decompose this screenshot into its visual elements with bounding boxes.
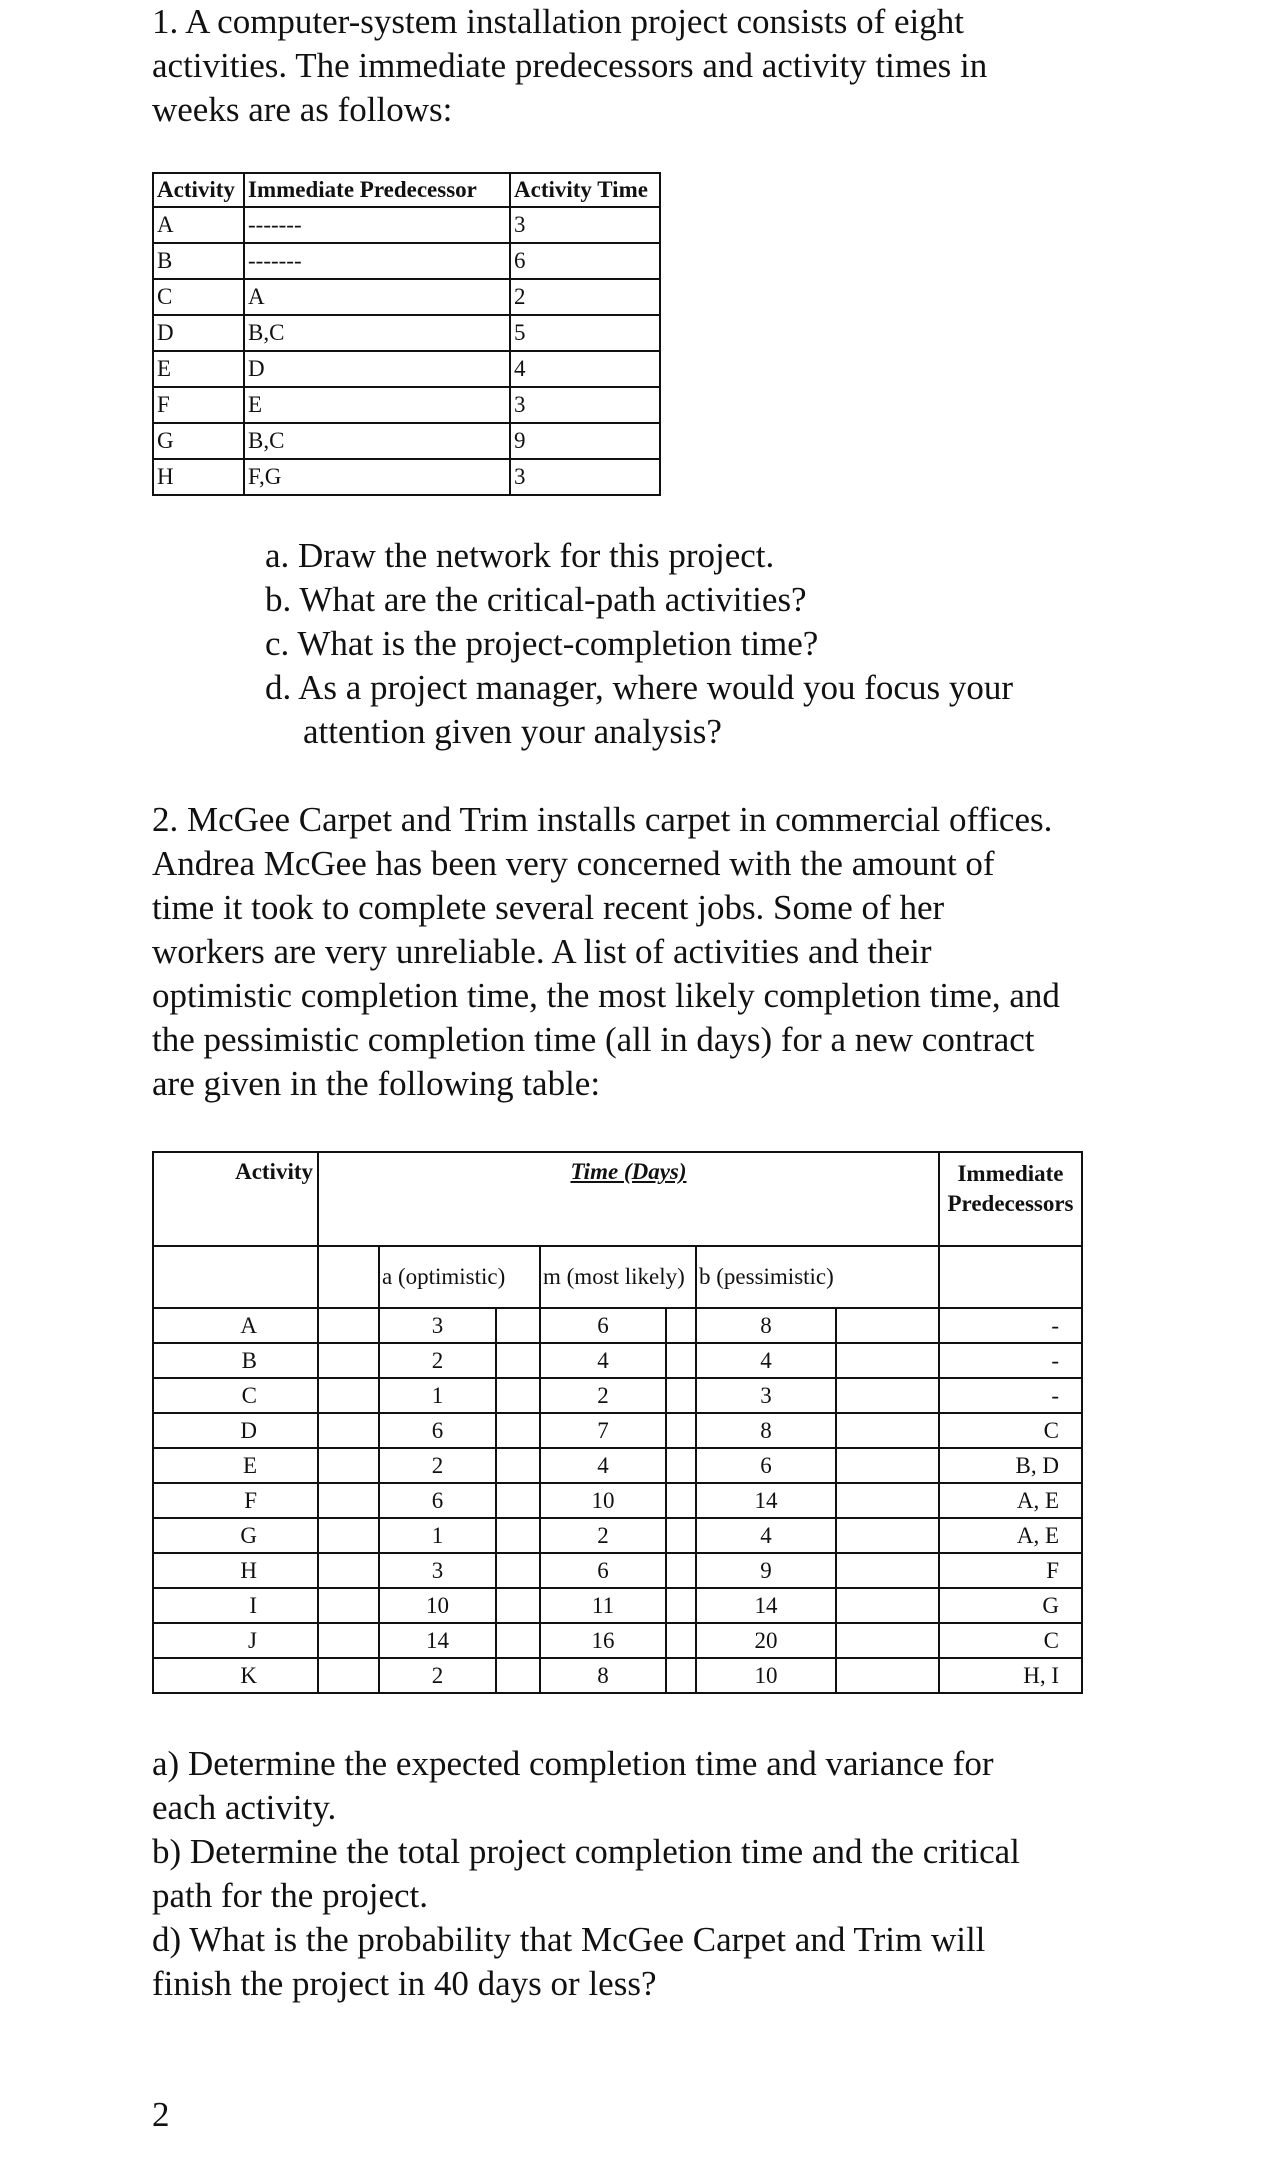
empty-cell [836, 1343, 939, 1378]
question-c: c. What is the project-completion time? [265, 624, 819, 663]
table-row [153, 1378, 1082, 1413]
empty-cell [836, 1483, 939, 1518]
empty-cell [496, 1658, 540, 1693]
empty-cell [666, 1378, 696, 1413]
cell-predecessors: B, D [939, 1448, 1082, 1483]
cell-predecessors: - [939, 1378, 1082, 1413]
empty-cell [318, 1378, 379, 1413]
cell-time: 6 [510, 243, 660, 279]
empty-cell [666, 1448, 696, 1483]
question-a: a. Draw the network for this project. [265, 536, 775, 575]
cell-most-likely: 4 [540, 1448, 666, 1483]
cell-most-likely: 11 [540, 1588, 666, 1623]
cell-predecessors: H, I [939, 1658, 1082, 1693]
empty-cell [318, 1553, 379, 1588]
cell-optimistic: 10 [379, 1588, 496, 1623]
problem2-intro-line: 2. McGee Carpet and Trim installs carpet in commercial offices. [152, 800, 1053, 839]
cell-most-likely: 8 [540, 1658, 666, 1693]
cell-predecessor: D [244, 351, 510, 387]
table-row [153, 243, 660, 279]
table-row [153, 1343, 1082, 1378]
cell-pessimistic: 8 [696, 1413, 836, 1448]
cell-predecessor: E [244, 387, 510, 423]
header-predecessors: Predecessors [947, 1191, 1074, 1216]
table-row [153, 315, 660, 351]
cell-most-likely: 7 [540, 1413, 666, 1448]
cell-predecessor: A [244, 279, 510, 315]
cell-activity: G [153, 1518, 318, 1553]
cell-pessimistic: 3 [696, 1378, 836, 1413]
cell-pessimistic: 9 [696, 1553, 836, 1588]
empty-cell [496, 1518, 540, 1553]
cell-time: 3 [510, 207, 660, 243]
cell-activity: E [153, 1448, 318, 1483]
empty-cell [496, 1308, 540, 1343]
cell-activity: J [153, 1623, 318, 1658]
empty-cell [666, 1623, 696, 1658]
question-b: b. What are the critical-path activities? [265, 580, 807, 619]
subheader-pessimistic: b (pessimistic) [696, 1246, 939, 1308]
cell-optimistic: 3 [379, 1308, 496, 1343]
cell-pessimistic: 4 [696, 1343, 836, 1378]
cell-activity: A [153, 207, 244, 243]
cell-predecessor: ------- [244, 207, 510, 243]
empty-cell [836, 1588, 939, 1623]
cell-activity: H [153, 1553, 318, 1588]
cell-most-likely: 2 [540, 1378, 666, 1413]
problem2-intro-line: optimistic completion time, the most likely completion time, and [152, 976, 1060, 1015]
problem2-intro-line: are given in the following table: [152, 1064, 601, 1103]
table-row [153, 1623, 1082, 1658]
empty-cell [496, 1588, 540, 1623]
empty-cell [496, 1483, 540, 1518]
cell-pessimistic: 14 [696, 1588, 836, 1623]
cell-activity: G [153, 423, 244, 459]
empty-cell [318, 1343, 379, 1378]
cell-predecessors: C [939, 1623, 1082, 1658]
problem1-intro [152, 0, 1152, 132]
empty-cell [836, 1413, 939, 1448]
cell-optimistic: 2 [379, 1343, 496, 1378]
table-row [153, 1588, 1082, 1623]
table-row [153, 1518, 1082, 1553]
cell-most-likely: 16 [540, 1623, 666, 1658]
cell-time: 5 [510, 315, 660, 351]
empty-cell [496, 1623, 540, 1658]
empty-cell [836, 1553, 939, 1588]
cell-pessimistic: 20 [696, 1623, 836, 1658]
cell-predecessors: G [939, 1588, 1082, 1623]
cell-activity: C [153, 279, 244, 315]
question-line: a) Determine the expected completion time and variance for [152, 1744, 994, 1783]
cell-optimistic: 14 [379, 1623, 496, 1658]
empty-cell [666, 1343, 696, 1378]
question-line: each activity. [152, 1788, 337, 1827]
table-row [153, 1658, 1082, 1693]
empty-cell [496, 1553, 540, 1588]
empty-cell [666, 1518, 696, 1553]
table-row [153, 423, 660, 459]
empty-cell [318, 1588, 379, 1623]
cell-time: 4 [510, 351, 660, 387]
header-activity-time: Activity Time [510, 173, 660, 207]
cell-optimistic: 2 [379, 1448, 496, 1483]
cell-predecessor: B,C [244, 423, 510, 459]
cell-activity: C [153, 1378, 318, 1413]
cell-pessimistic: 4 [696, 1518, 836, 1553]
cell-predecessor: F,G [244, 459, 510, 495]
table-row [153, 387, 660, 423]
table-row [153, 1448, 1082, 1483]
question-line: finish the project in 40 days or less? [152, 1964, 657, 2003]
empty-cell [836, 1448, 939, 1483]
table-row [153, 207, 660, 243]
empty-cell [318, 1623, 379, 1658]
empty-cell [318, 1413, 379, 1448]
cell-activity: I [153, 1588, 318, 1623]
table-row [153, 459, 660, 495]
problem1-intro-line: 1. A computer-system installation project consists of eight [152, 2, 964, 41]
cell-pessimistic: 10 [696, 1658, 836, 1693]
question-d-continued: attention given your analysis? [303, 712, 722, 751]
table-row [153, 279, 660, 315]
table-row [153, 1553, 1082, 1588]
cell-activity: F [153, 1483, 318, 1518]
cell-time: 2 [510, 279, 660, 315]
empty-cell [836, 1518, 939, 1553]
cell-pessimistic: 14 [696, 1483, 836, 1518]
cell-predecessors: - [939, 1343, 1082, 1378]
cell-activity: D [153, 315, 244, 351]
empty-cell [318, 1518, 379, 1553]
table-row [153, 1308, 1082, 1343]
cell-activity: D [153, 1413, 318, 1448]
cell-activity: K [153, 1658, 318, 1693]
cell-most-likely: 6 [540, 1553, 666, 1588]
empty-cell [496, 1413, 540, 1448]
page-number: 2 [152, 2095, 170, 2134]
cell-predecessor: B,C [244, 315, 510, 351]
empty-cell [836, 1658, 939, 1693]
problem1-intro-line: weeks are as follows: [152, 90, 453, 129]
question-line: d) What is the probability that McGee Carpet and Trim will [152, 1920, 986, 1959]
empty-cell [496, 1343, 540, 1378]
problem2-intro-line: the pessimistic completion time (all in days) for a new contract [152, 1020, 1035, 1059]
question-line: b) Determine the total project completion time and the critical [152, 1832, 1020, 1871]
cell-activity: A [153, 1308, 318, 1343]
cell-activity: H [153, 459, 244, 495]
problem2-intro [152, 798, 1152, 1106]
problem2-questions [152, 1742, 1152, 2006]
cell-optimistic: 1 [379, 1518, 496, 1553]
empty-cell [666, 1483, 696, 1518]
question-d: d. As a project manager, where would you focus your [265, 668, 1013, 707]
cell-activity: F [153, 387, 244, 423]
cell-optimistic: 1 [379, 1378, 496, 1413]
cell-optimistic: 2 [379, 1658, 496, 1693]
question-line: path for the project. [152, 1876, 429, 1915]
cell-most-likely: 2 [540, 1518, 666, 1553]
cell-activity: B [153, 243, 244, 279]
cell-most-likely: 4 [540, 1343, 666, 1378]
table-row [153, 1483, 1082, 1518]
empty-cell [318, 1658, 379, 1693]
cell-time: 3 [510, 459, 660, 495]
subheader-optimistic: a (optimistic) [379, 1246, 540, 1308]
empty-cell [666, 1413, 696, 1448]
cell-activity: E [153, 351, 244, 387]
cell-time: 9 [510, 423, 660, 459]
header-immediate-predecessor: Immediate Predecessor [244, 173, 510, 207]
cell-predecessors: A, E [939, 1518, 1082, 1553]
problem1-table [152, 172, 661, 496]
cell-predecessor: ------- [244, 243, 510, 279]
cell-time: 3 [510, 387, 660, 423]
empty-cell [318, 1483, 379, 1518]
empty-cell [666, 1553, 696, 1588]
header-activity: Activity [153, 173, 244, 207]
empty-cell [496, 1448, 540, 1483]
cell-optimistic: 6 [379, 1413, 496, 1448]
problem2-table [152, 1151, 1083, 1694]
problem2-intro-line: Andrea McGee has been very concerned with the amount of [152, 844, 995, 883]
cell-optimistic: 3 [379, 1553, 496, 1588]
empty-cell [666, 1308, 696, 1343]
cell-pessimistic: 8 [696, 1308, 836, 1343]
subheader-most-likely: m (most likely) [540, 1246, 696, 1308]
empty-cell [836, 1623, 939, 1658]
table-row [153, 1413, 1082, 1448]
cell-optimistic: 6 [379, 1483, 496, 1518]
empty-cell [836, 1378, 939, 1413]
header-activity: Activity [235, 1159, 313, 1184]
empty-cell [836, 1308, 939, 1343]
cell-predecessors: C [939, 1413, 1082, 1448]
problem1-intro-line: activities. The immediate predecessors and activity times in [152, 46, 988, 85]
cell-activity: B [153, 1343, 318, 1378]
cell-predecessors: - [939, 1308, 1082, 1343]
empty-cell [496, 1378, 540, 1413]
problem2-intro-line: time it took to complete several recent jobs. Some of her [152, 888, 945, 927]
cell-most-likely: 10 [540, 1483, 666, 1518]
problem1-questions [265, 534, 1165, 754]
cell-predecessors: F [939, 1553, 1082, 1588]
empty-cell [666, 1588, 696, 1623]
cell-pessimistic: 6 [696, 1448, 836, 1483]
problem2-intro-line: workers are very unreliable. A list of activities and their [152, 932, 932, 971]
table-row [153, 351, 660, 387]
empty-cell [666, 1658, 696, 1693]
cell-most-likely: 6 [540, 1308, 666, 1343]
empty-cell [318, 1448, 379, 1483]
header-time-days: Time (Days) [570, 1159, 687, 1184]
empty-cell [318, 1308, 379, 1343]
cell-predecessors: A, E [939, 1483, 1082, 1518]
header-immediate: Immediate [957, 1161, 1064, 1186]
